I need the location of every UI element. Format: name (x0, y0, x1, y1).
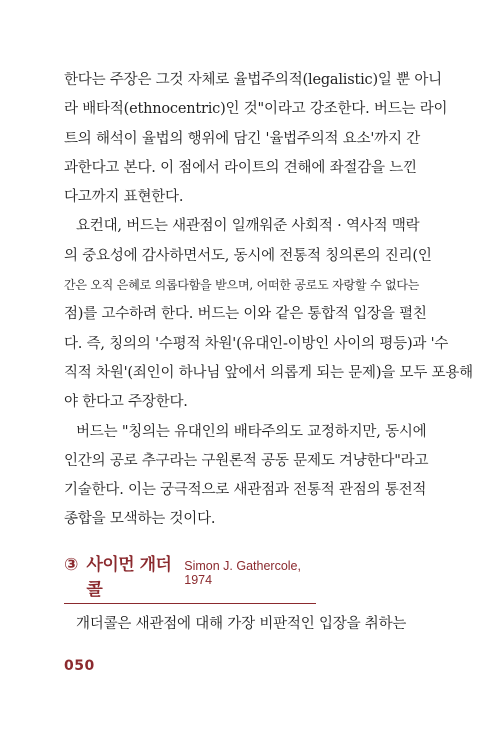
text-line: 다고까지 표현한다. (64, 189, 184, 206)
text-line: 의 중요성에 감사하면서도, 동시에 전통적 칭의론의 진리(인 (64, 247, 432, 264)
text-line: 기술한다. 이는 궁극적으로 새관점과 전통적 관점의 통전적 (64, 482, 427, 499)
section-first-line: 개더콜은 새관점에 대해 가장 비판적인 입장을 취하는 (76, 616, 407, 632)
text-line: 과한다고 본다. 이 점에서 라이트의 견해에 좌절감을 느낀 (64, 159, 417, 176)
page-number: 050 (64, 658, 95, 674)
text-line: 라 배타적(ethnocentric)인 것"이라고 강조한다. 버드는 라이 (64, 101, 448, 118)
text-line: 야 한다고 주장한다. (64, 394, 188, 411)
text-line: 점)를 고수하려 한다. 버드는 이와 같은 통합적 입장을 펼친 (64, 306, 427, 323)
section-subtitle: Simon J. Gathercole, 1974 (184, 559, 301, 587)
section (64, 550, 439, 633)
text-line: 종합을 모색하는 것이다. (64, 511, 216, 528)
section-number: ③ (64, 555, 79, 575)
section-heading (64, 550, 316, 604)
text-line: 직적 차원'(죄인이 하나님 앞에서 의롭게 되는 문제)을 모두 포용해 (64, 364, 473, 381)
text-line: 트의 해석이 율법의 행위에 담긴 '율법주의적 요소'까지 간 (64, 130, 420, 147)
text-line: 다. 즉, 칭의의 '수평적 차원'(유대인-이방인 사이의 평등)과 '수 (64, 335, 449, 352)
section-title: 사이먼 개더콜 (86, 555, 172, 600)
text-line: 인간의 공로 추구라는 구원론적 공동 문제도 겨냥한다"라고 (64, 452, 429, 469)
text-line: 간은 오직 은혜로 의롭다함을 받으며, 어떠한 공로도 자랑할 수 없다는 (64, 278, 420, 293)
text-line: 한다는 주장은 그것 자체로 율법주의적(legalistic)일 뿐 아니 (64, 72, 442, 88)
text-line: 요컨대, 버드는 새관점이 일깨워준 사회적 · 역사적 맥락 (76, 218, 420, 235)
text-line: 버드는 "칭의는 유대인의 배타주의도 교정하지만, 동시에 (76, 423, 427, 440)
body-text (64, 66, 473, 535)
